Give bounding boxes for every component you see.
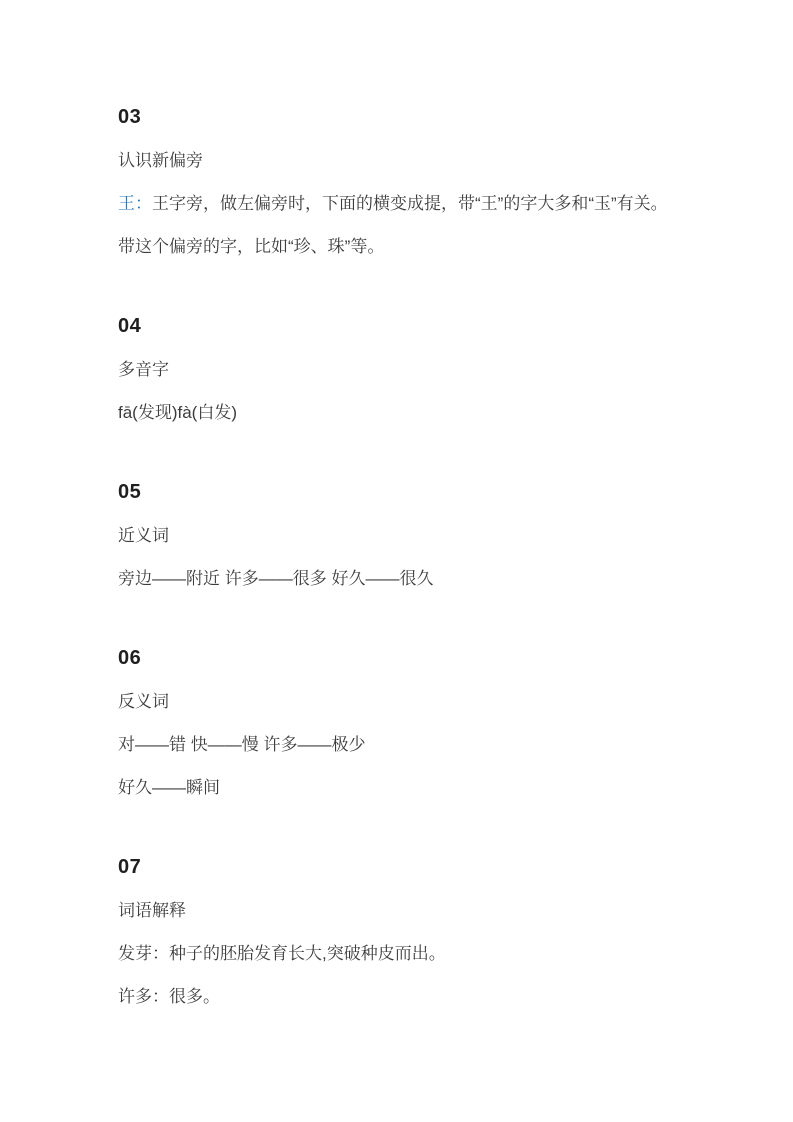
section-number: 03 bbox=[118, 106, 142, 128]
section-paragraph bbox=[118, 975, 681, 1018]
paragraph-text: 王字旁，做左偏旁时，下面的横变成提，带“王”的字大多和“玉”有关。带这个偏旁的字，比如“珍、珠”等。 bbox=[118, 194, 668, 256]
section-number: 05 bbox=[118, 481, 142, 503]
paragraph-text: 好久——瞬间 bbox=[118, 778, 220, 797]
section bbox=[118, 637, 681, 809]
paragraph-text: 发芽：种子的胚胎发育长大,突破种皮而出。 bbox=[118, 944, 446, 963]
section-paragraph bbox=[118, 932, 681, 975]
section-paragraph bbox=[118, 766, 681, 809]
radical-highlight: 王： bbox=[118, 194, 152, 213]
paragraph-text: fā(发现)fà(白发) bbox=[118, 403, 237, 422]
section-number: 07 bbox=[118, 856, 142, 878]
section-paragraph bbox=[118, 182, 681, 268]
section bbox=[118, 846, 681, 1018]
section-number: 06 bbox=[118, 647, 142, 669]
section bbox=[118, 96, 681, 268]
paragraph-text: 许多：很多。 bbox=[118, 987, 220, 1006]
section-title: 认识新偏旁 bbox=[118, 151, 203, 170]
section bbox=[118, 471, 681, 600]
section-title: 反义词 bbox=[118, 692, 169, 711]
section-number: 04 bbox=[118, 315, 142, 337]
section-paragraph bbox=[118, 557, 681, 600]
section-paragraph bbox=[118, 391, 681, 434]
section-title: 多音字 bbox=[118, 360, 169, 379]
section-title: 近义词 bbox=[118, 526, 169, 545]
section-title: 词语解释 bbox=[118, 901, 186, 920]
paragraph-text: 旁边——附近 许多——很多 好久——很久 bbox=[118, 569, 434, 588]
section bbox=[118, 305, 681, 434]
section-paragraph bbox=[118, 723, 681, 766]
paragraph-text: 对——错 快——慢 许多——极少 bbox=[118, 735, 366, 754]
